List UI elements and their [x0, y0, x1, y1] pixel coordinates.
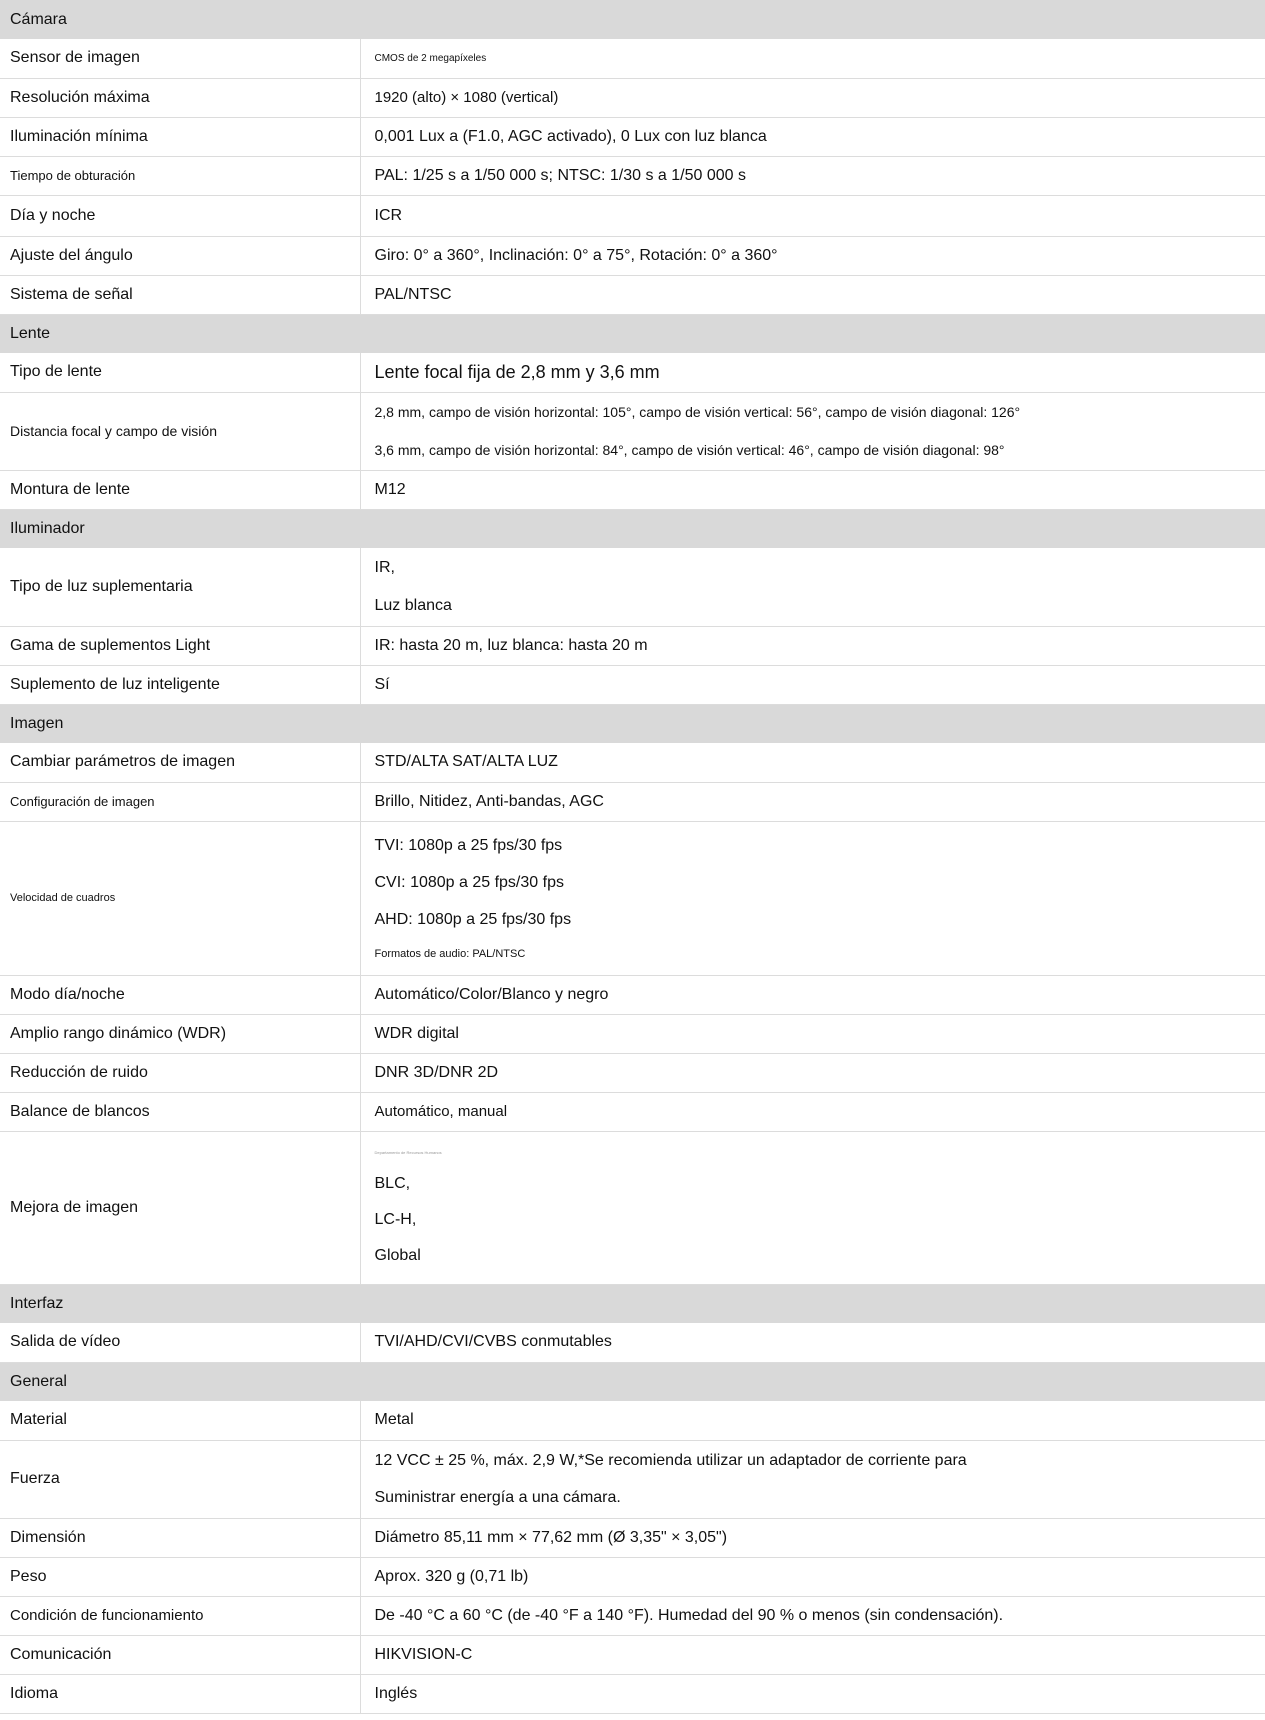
spec-value-line: LC-H, — [374, 1211, 417, 1228]
table-row — [0, 39, 1265, 78]
table-row — [0, 1635, 1265, 1674]
table-row — [0, 1440, 1265, 1518]
table-row — [0, 1131, 1265, 1284]
spec-value-note: Departamento de Recursos Humanos — [374, 1150, 442, 1155]
table-row — [0, 1596, 1265, 1635]
spec-label: Sistema de señal — [0, 275, 360, 314]
spec-value: DNR 3D/DNR 2D — [360, 1053, 1265, 1092]
spec-label: Comunicación — [0, 1635, 360, 1674]
spec-label: Peso — [0, 1557, 360, 1596]
spec-label: Tiempo de obturación — [0, 156, 360, 195]
spec-value — [360, 821, 1265, 975]
table-row — [0, 1053, 1265, 1092]
spec-value: PAL/NTSC — [360, 275, 1265, 314]
table-row — [0, 1014, 1265, 1053]
table-row — [0, 743, 1265, 782]
table-row — [0, 1092, 1265, 1131]
spec-value-line: AHD: 1080p a 25 fps/30 fps — [374, 910, 572, 928]
spec-value: Sí — [360, 665, 1265, 704]
table-row — [0, 78, 1265, 117]
section-interfaz — [0, 1284, 1265, 1323]
spec-value: Automático, manual — [360, 1092, 1265, 1131]
spec-value-line: Suministrar energía a una cámara. — [374, 1488, 621, 1506]
spec-label: Gama de suplementos Light — [0, 626, 360, 665]
section-title: Iluminador — [0, 509, 1265, 548]
spec-value-line: Global — [374, 1247, 421, 1264]
spec-value-line: 12 VCC ± 25 %, máx. 2,9 W,*Se recomienda utilizar un adaptador de corriente para — [374, 1451, 967, 1469]
spec-value: IR: hasta 20 m, luz blanca: hasta 20 m — [360, 626, 1265, 665]
spec-value: ICR — [360, 195, 1265, 236]
table-row — [0, 275, 1265, 314]
spec-label: Amplio rango dinámico (WDR) — [0, 1014, 360, 1053]
spec-label: Dimensión — [0, 1518, 360, 1557]
spec-value: 0,001 Lux a (F1.0, AGC activado), 0 Lux con luz blanca — [360, 117, 1265, 156]
section-title: Imagen — [0, 704, 1265, 743]
table-row — [0, 1674, 1265, 1713]
spec-value-line: CVI: 1080p a 25 fps/30 fps — [374, 873, 564, 891]
spec-label: Iluminación mínima — [0, 117, 360, 156]
section-general — [0, 1362, 1265, 1401]
table-row — [0, 156, 1265, 195]
spec-label: Tipo de luz suplementaria — [0, 548, 360, 626]
spec-label: Resolución máxima — [0, 78, 360, 117]
spec-label: Distancia focal y campo de visión — [0, 392, 360, 470]
spec-label: Montura de lente — [0, 470, 360, 509]
spec-label: Configuración de imagen — [0, 782, 360, 821]
table-row — [0, 821, 1265, 975]
table-row — [0, 782, 1265, 821]
spec-label: Reducción de ruido — [0, 1053, 360, 1092]
spec-value — [360, 548, 1265, 626]
table-row — [0, 195, 1265, 236]
spec-value — [360, 1131, 1265, 1284]
spec-value: Giro: 0° a 360°, Inclinación: 0° a 75°, Rotación: 0° a 360° — [360, 236, 1265, 275]
spec-value-line: Formatos de audio: PAL/NTSC — [374, 947, 526, 960]
table-row — [0, 353, 1265, 392]
section-camara — [0, 0, 1265, 39]
spec-value-line: 3,6 mm, campo de visión horizontal: 84°, campo de visión vertical: 46°, campo de visión diagonal: 98° — [374, 442, 1005, 458]
spec-value: Brillo, Nitidez, Anti-bandas, AGC — [360, 782, 1265, 821]
spec-value-line: IR, — [374, 558, 395, 576]
spec-value: TVI/AHD/CVI/CVBS conmutables — [360, 1323, 1265, 1362]
spec-value — [360, 1440, 1265, 1518]
spec-label: Ajuste del ángulo — [0, 236, 360, 275]
spec-label: Modo día/noche — [0, 975, 360, 1014]
spec-value: Automático/Color/Blanco y negro — [360, 975, 1265, 1014]
spec-value-line: BLC, — [374, 1175, 411, 1192]
spec-value: Lente focal fija de 2,8 mm y 3,6 mm — [360, 353, 1265, 392]
table-row — [0, 236, 1265, 275]
spec-label: Fuerza — [0, 1440, 360, 1518]
spec-value: PAL: 1/25 s a 1/50 000 s; NTSC: 1/30 s a 1/50 000 s — [360, 156, 1265, 195]
spec-value: Diámetro 85,11 mm × 77,62 mm (Ø 3,35" × 3,05") — [360, 1518, 1265, 1557]
table-row — [0, 392, 1265, 470]
spec-label: Día y noche — [0, 195, 360, 236]
spec-value: 1920 (alto) × 1080 (vertical) — [360, 78, 1265, 117]
spec-value: STD/ALTA SAT/ALTA LUZ — [360, 743, 1265, 782]
spec-label: Idioma — [0, 1674, 360, 1713]
spec-value-line: 2,8 mm, campo de visión horizontal: 105°, campo de visión vertical: 56°, campo de visión diagonal: 126° — [374, 404, 1021, 420]
table-row — [0, 665, 1265, 704]
spec-value — [360, 392, 1265, 470]
table-row — [0, 1557, 1265, 1596]
section-imagen — [0, 704, 1265, 743]
spec-value: Inglés — [360, 1674, 1265, 1713]
spec-value: Aprox. 320 g (0,71 lb) — [360, 1557, 1265, 1596]
spec-label: Suplemento de luz inteligente — [0, 665, 360, 704]
table-row — [0, 117, 1265, 156]
table-row — [0, 470, 1265, 509]
section-title: Interfaz — [0, 1284, 1265, 1323]
table-row — [0, 626, 1265, 665]
spec-value: WDR digital — [360, 1014, 1265, 1053]
table-row — [0, 1401, 1265, 1440]
section-title: General — [0, 1362, 1265, 1401]
spec-label: Salida de vídeo — [0, 1323, 360, 1362]
section-title: Lente — [0, 314, 1265, 353]
spec-label: Tipo de lente — [0, 353, 360, 392]
table-row — [0, 1323, 1265, 1362]
spec-value: De -40 °C a 60 °C (de -40 °F a 140 °F). Humedad del 90 % o menos (sin condensación). — [360, 1596, 1265, 1635]
section-iluminador — [0, 509, 1265, 548]
section-lente — [0, 314, 1265, 353]
table-row — [0, 1518, 1265, 1557]
spec-label: Sensor de imagen — [0, 39, 360, 78]
spec-value: HIKVISION-C — [360, 1635, 1265, 1674]
spec-value-line: Luz blanca — [374, 596, 452, 614]
spec-label: Velocidad de cuadros — [0, 821, 360, 975]
spec-value: CMOS de 2 megapíxeles — [360, 39, 1265, 78]
spec-value: Metal — [360, 1401, 1265, 1440]
table-row — [0, 975, 1265, 1014]
spec-label: Mejora de imagen — [0, 1131, 360, 1284]
spec-label: Balance de blancos — [0, 1092, 360, 1131]
spec-value: M12 — [360, 470, 1265, 509]
spec-label: Condición de funcionamiento — [0, 1596, 360, 1635]
spec-value-line: TVI: 1080p a 25 fps/30 fps — [374, 836, 563, 854]
spec-label: Material — [0, 1401, 360, 1440]
spec-label: Cambiar parámetros de imagen — [0, 743, 360, 782]
table-row — [0, 548, 1265, 626]
section-title: Cámara — [0, 0, 1265, 39]
